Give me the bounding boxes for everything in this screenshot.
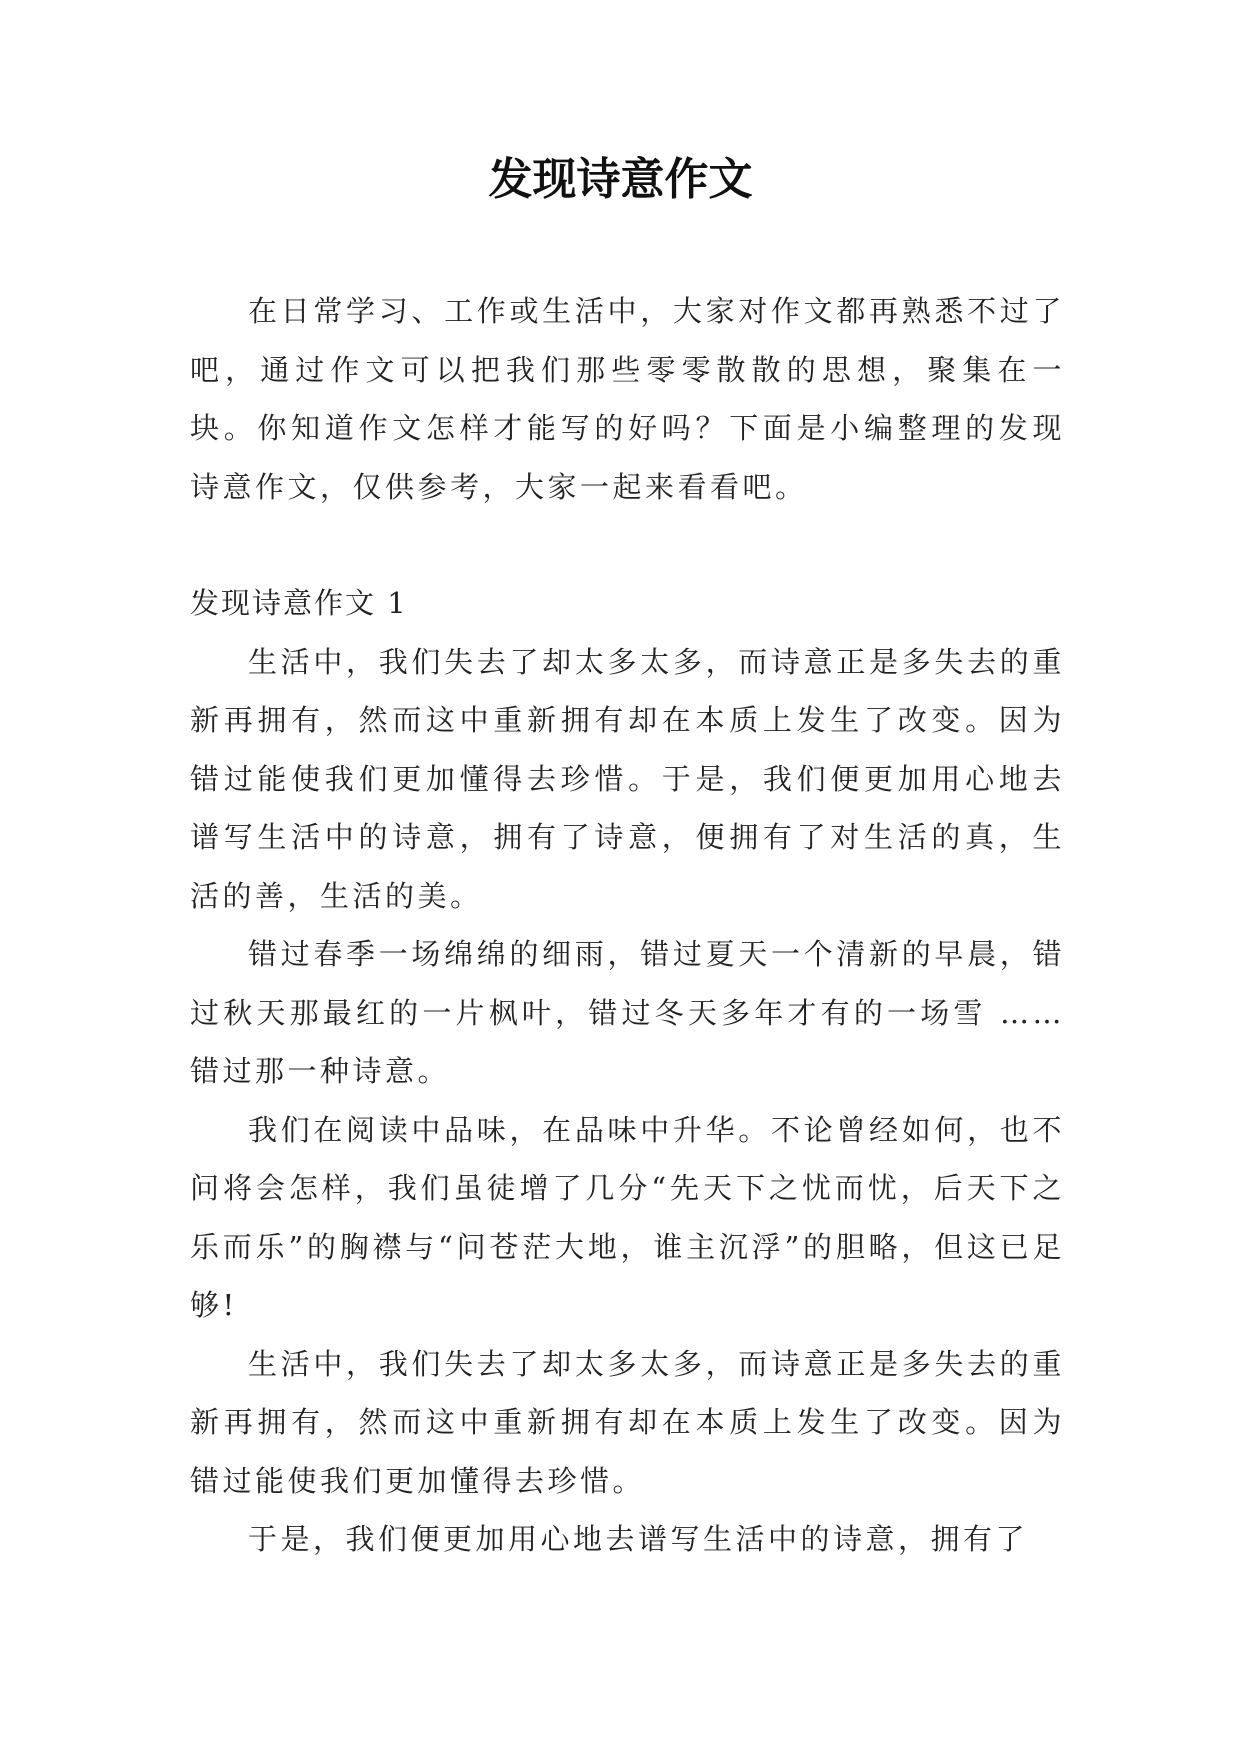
- body-paragraph-3: 我们在阅读中品味，在品味中升华。不论曾经如何，也不问将会怎样，我们虽徒增了几分“先天下之忧而忧，后天下之乐而乐”的胸襟与“问苍茫大地，谁主沉浮”的胆略，但这已足够!: [190, 1112, 1065, 1322]
- body-paragraph-5: 于是，我们便更加用心地去谱写生活中的诗意，拥有了: [248, 1522, 1029, 1556]
- document-title: 发现诗意作文: [488, 154, 753, 205]
- body-paragraph-2: 错过春季一场绵绵的细雨，错过夏天一个清新的早晨，错过秋天那最红的一片枫叶，错过冬天多年才有的一场雪 ……错过那一种诗意。: [190, 937, 1065, 1088]
- intro-paragraph: 在日常学习、工作或生活中，大家对作文都再熟悉不过了吧，通过作文可以把我们那些零零散散的思想，聚集在一块。你知道作文怎样才能写的好吗？下面是小编整理的发现诗意作文，仅供参考，大家一起来看看吧。: [190, 294, 1065, 504]
- document-body: [190, 282, 1065, 1569]
- section-heading: 发现诗意作文 1: [190, 586, 408, 620]
- body-paragraph-4: 生活中，我们失去了却太多太多，而诗意正是多失去的重新再拥有，然而这中重新拥有却在本质上发生了改变。因为错过能使我们更加懂得去珍惜。: [190, 1346, 1065, 1498]
- body-paragraph-1: 生活中，我们失去了却太多太多，而诗意正是多失去的重新再拥有，然而这中重新拥有却在本质上发生了改变。因为错过能使我们更加懂得去珍惜。于是，我们便更加用心地去谱写生活中的诗意，拥有了诗意，便拥有了对生活的真，生活的善，生活的美。: [190, 644, 1065, 913]
